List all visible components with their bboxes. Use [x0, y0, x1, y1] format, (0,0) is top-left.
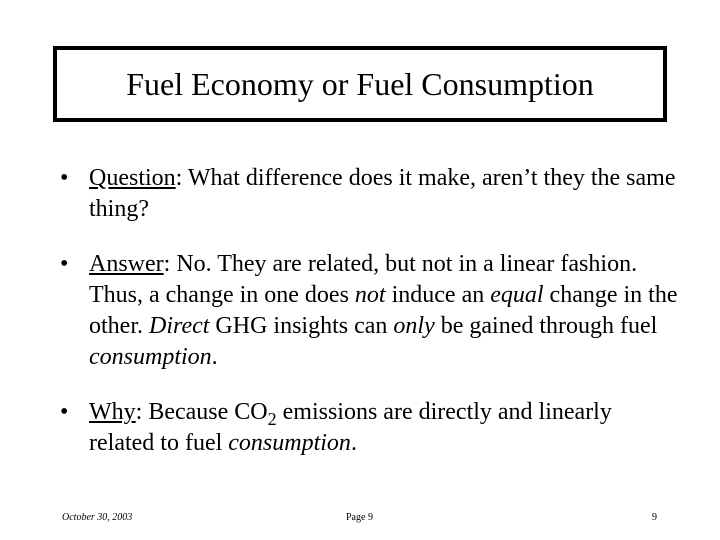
answer-italic-direct: Direct: [149, 313, 210, 339]
why-text-1: Because CO: [148, 399, 268, 425]
bullet-question-body: [89, 163, 680, 225]
question-label: Question: [89, 165, 176, 191]
why-label: Why: [89, 399, 136, 425]
bullet-why-body: [89, 397, 680, 459]
footer-page-number: 9: [652, 512, 657, 523]
answer-text-1: No. They are related, but not in a linear fashion. Thus, a change in one does: [89, 251, 638, 308]
bullet-dot: •: [60, 165, 69, 191]
bullet-dot: •: [60, 251, 69, 277]
answer-text-6: .: [211, 344, 218, 370]
question-colon: :: [175, 165, 188, 191]
why-italic-consumption: consumption: [228, 430, 351, 456]
why-subscript: 2: [267, 409, 277, 429]
bullet-answer-body: [89, 249, 680, 373]
answer-label: Answer: [89, 251, 164, 277]
bullet-dot: •: [60, 399, 69, 425]
answer-italic-equal: equal: [490, 282, 544, 308]
answer-text-4: GHG insights can: [209, 313, 394, 339]
answer-text-3: change in the other.: [89, 282, 678, 339]
bullet-why: [60, 397, 680, 459]
answer-italic-only: only: [393, 313, 435, 339]
bullet-answer: [60, 249, 680, 373]
answer-text-2: induce an: [385, 282, 491, 308]
answer-colon: :: [163, 251, 177, 277]
answer-italic-not: not: [354, 282, 386, 308]
why-colon: :: [135, 399, 149, 425]
question-text: What difference does it make, aren’t they the same thing?: [89, 165, 676, 222]
why-text-2: emissions are directly and linearly related to fuel: [89, 399, 612, 456]
why-text-3: .: [350, 430, 357, 456]
footer-date: October 30, 2003: [62, 512, 133, 523]
title-box: [53, 46, 667, 122]
footer-page-label: Page 9: [346, 512, 373, 523]
slide-title: Fuel Economy or Fuel Consumption: [126, 66, 594, 102]
answer-italic-consumption: consumption: [89, 344, 212, 370]
answer-text-5: be gained through fuel: [434, 313, 658, 339]
bullet-question: [60, 163, 680, 225]
